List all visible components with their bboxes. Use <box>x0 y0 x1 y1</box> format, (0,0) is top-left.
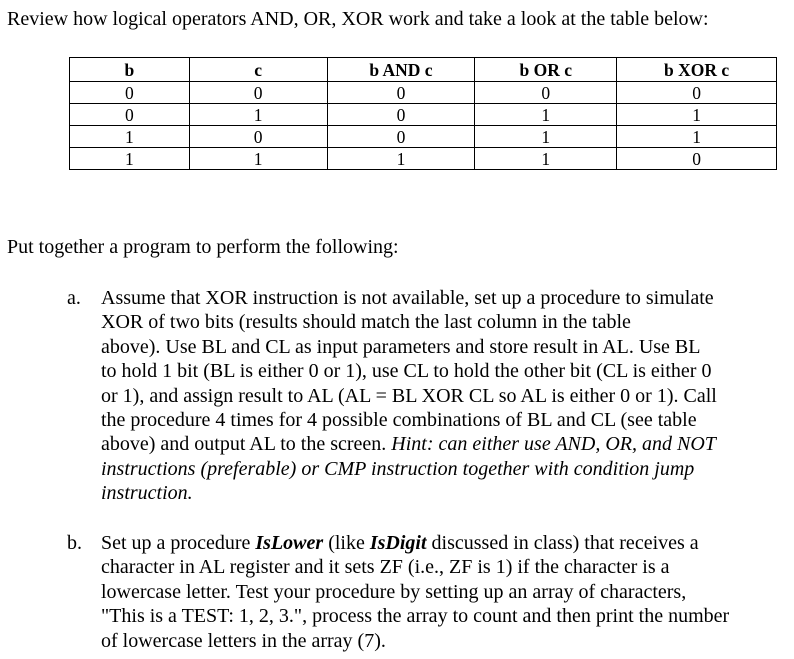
table-cell: 1 <box>189 104 327 126</box>
put-together-heading: Put together a program to perform the following: <box>7 236 399 258</box>
task-b-first-line <box>101 531 729 555</box>
table-cell: 1 <box>617 104 777 126</box>
task-a-hint-line: instruction. <box>101 482 193 505</box>
table-row <box>70 82 777 104</box>
task-a-line-text: above) and output AL to the screen. <box>101 433 392 456</box>
table-cell: 0 <box>189 126 327 148</box>
table-cell: 1 <box>617 126 777 148</box>
table-cell: 1 <box>70 148 190 170</box>
task-a-line: above). Use BL and CL as input parameters and store result in AL. Use BL <box>101 335 701 358</box>
task-a-hint: Hint: can either use AND, OR, and NOT <box>391 433 716 456</box>
table-cell: 0 <box>327 82 475 104</box>
table-cell: 0 <box>70 82 190 104</box>
table-row <box>70 148 777 170</box>
isdigit-procedure-name: IsDigit <box>369 532 427 554</box>
task-a-line: XOR of two bits (results should match the last column in the table <box>101 311 631 334</box>
task-b-text: discussed in class) that receives a <box>426 532 699 554</box>
islower-procedure-name: IsLower <box>255 532 324 554</box>
table-cell: 1 <box>475 148 617 170</box>
task-b <box>67 531 730 653</box>
task-a-line: Assume that XOR instruction is not available, set up a procedure to simulate <box>101 287 714 309</box>
table-cell: 1 <box>475 126 617 148</box>
header-b-or-c: b OR c <box>475 58 617 82</box>
task-b-text: (like <box>323 532 370 554</box>
truth-table-header-row <box>70 58 777 82</box>
table-cell: 1 <box>189 148 327 170</box>
task-b-marker: b. <box>67 532 82 554</box>
task-a-line: to hold 1 bit (BL is either 0 or 1), use CL to hold the other bit (CL is either 0 <box>101 360 712 383</box>
table-cell: 0 <box>617 82 777 104</box>
table-cell: 0 <box>189 82 327 104</box>
header-b-and-c: b AND c <box>327 58 475 82</box>
table-cell: 0 <box>70 104 190 126</box>
task-b-line: of lowercase letters in the array (7). <box>101 629 386 652</box>
task-a-hint-line: instructions (preferable) or CMP instruction together with condition jump <box>101 457 695 480</box>
task-a-line: the procedure 4 times for 4 possible combinations of BL and CL (see table <box>101 409 697 432</box>
intro-text: Review how logical operators AND, OR, XOR work and take a look at the table below: <box>7 8 709 30</box>
table-cell: 1 <box>70 126 190 148</box>
task-b-line: lowercase letter. Test your procedure by setting up an array of characters, <box>101 580 687 603</box>
table-row <box>70 126 777 148</box>
task-a <box>67 286 717 506</box>
table-row <box>70 104 777 126</box>
table-cell: 0 <box>617 148 777 170</box>
header-b: b <box>70 58 190 82</box>
header-b-xor-c: b XOR c <box>617 58 777 82</box>
task-b-text: Set up a procedure <box>101 532 256 554</box>
table-cell: 1 <box>475 104 617 126</box>
table-cell: 1 <box>327 148 475 170</box>
header-c: c <box>189 58 327 82</box>
table-cell: 0 <box>475 82 617 104</box>
task-a-line: or 1), and assign result to AL (AL = BL XOR CL so AL is either 0 or 1). Call <box>101 384 717 407</box>
table-cell: 0 <box>327 126 475 148</box>
task-a-line-with-hint <box>101 432 717 456</box>
task-a-marker: a. <box>67 287 81 309</box>
table-cell: 0 <box>327 104 475 126</box>
truth-table <box>69 57 777 170</box>
task-b-line: "This is a TEST: 1, 2, 3.", process the array to count and then print the number <box>101 605 730 628</box>
task-b-line: character in AL register and it sets ZF (i.e., ZF is 1) if the character is a <box>101 556 670 579</box>
